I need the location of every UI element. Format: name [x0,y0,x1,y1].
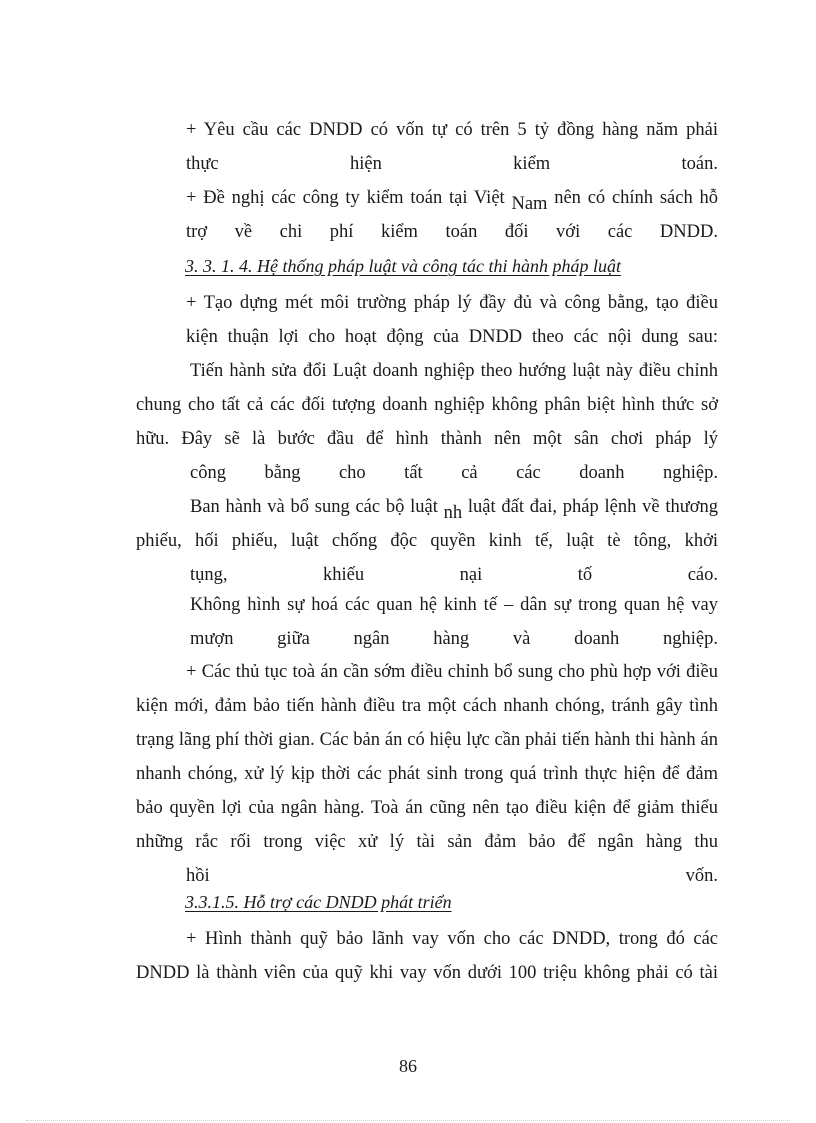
text-line: luật đất đai, pháp lệnh về [462,497,660,517]
text-line: nên có chính sách hỗ [547,188,718,208]
text-line: tình trạng lãng phí thời gian. Các bản án có hiệu lực cần phải tiến hành thi [136,696,718,750]
paragraph-legal-environment [136,286,718,354]
text-line: thức sở hữu. Đây sẽ là bước đầu để hình thành nên một sân chơi pháp lý [136,395,719,449]
paragraph-audit-support [136,181,718,249]
paragraph-new-laws [136,490,718,592]
paragraph-enterprise-law [136,354,718,490]
paragraph-no-criminalization [136,588,718,656]
text-line: để đảm bảo quyền lợi của ngân hàng. Toà án cũng nên tạo điều kiện để [136,764,719,818]
text-line: DNDD là thành viên của quỹ khi vay vốn dưới 100 triệu không phải có tài [136,963,718,983]
text-fragment: Nam [511,194,548,214]
text-line: chỉnh chung cho tất cả các đối tượng doanh nghiệp không phân biệt hình [136,361,719,415]
text-line: thương phiếu, hối phiếu, luật chống độc quyền kinh tế, luật tè tông, khởi [136,497,719,551]
text-line: + Các thủ tục toà án cần sớm điều chỉnh bổ sung cho phù hợp với [186,662,681,682]
text-line: Không hình sự hoá các quan hệ kinh tế – dân sự trong quan hệ vay [190,595,718,615]
text-line: thực hiện kiểm toán. [186,154,718,174]
text-line: trợ về chi phí kiểm toán đối với các DNDD. [186,222,718,242]
paragraph-audit-requirement [136,113,718,181]
text-line: Ban hành và bổ sung các bộ luật [190,497,444,517]
text-line: hành án nhanh chóng, xử lý kịp thời các phát sinh trong quá trình thực hiện [136,730,719,784]
text-line: điều kiện mới, đảm bảo tiến hành điều tra một cách nhanh chóng, tránh gây [136,662,719,716]
page-bottom-border [26,1120,790,1121]
text-line: + Tạo dựng mét môi trường pháp lý đầy đủ và công bằng, tạo điều [186,293,718,313]
text-line: kiện thuận lợi cho hoạt động của DNDD theo các nội dung sau: [186,327,718,347]
text-line: mượn giữa ngân hàng và doanh nghiệp. [190,629,718,649]
text-line: hồi vốn. [186,866,718,886]
text-line: công bằng cho tất cả các doanh nghiệp. [190,463,718,483]
text-line: giảm thiểu những rắc rối trong việc xử lý tài sản đảm bảo để ngân hàng thu [136,798,719,852]
text-fragment: nh [443,503,463,523]
text-line: tụng, khiếu nại tố cáo. [190,565,718,585]
page-number: 86 [399,1056,417,1076]
text-line: Tiến hành sửa đổi Luật doanh nghiệp theo hướng luật này điều [190,361,671,381]
paragraph-court-procedures [136,655,718,893]
text-line: + Đề nghị các công ty kiểm toán tại Việt [186,188,512,208]
section-heading-legal-system: 3. 3. 1. 4. Hệ thống pháp luật và công tác thi hành pháp luật [185,256,621,276]
text-line: + Hình thành quỹ bảo lãnh vay vốn cho các DNDD, trong đó các [186,929,718,949]
paragraph-guarantee-fund [136,922,718,990]
section-heading-support-dndd: 3.3.1.5. Hỗ trợ các DNDD phát triển [185,892,452,912]
text-line: + Yêu cầu các DNDD có vốn tự có trên 5 tỷ đồng hàng năm phải [186,120,718,140]
